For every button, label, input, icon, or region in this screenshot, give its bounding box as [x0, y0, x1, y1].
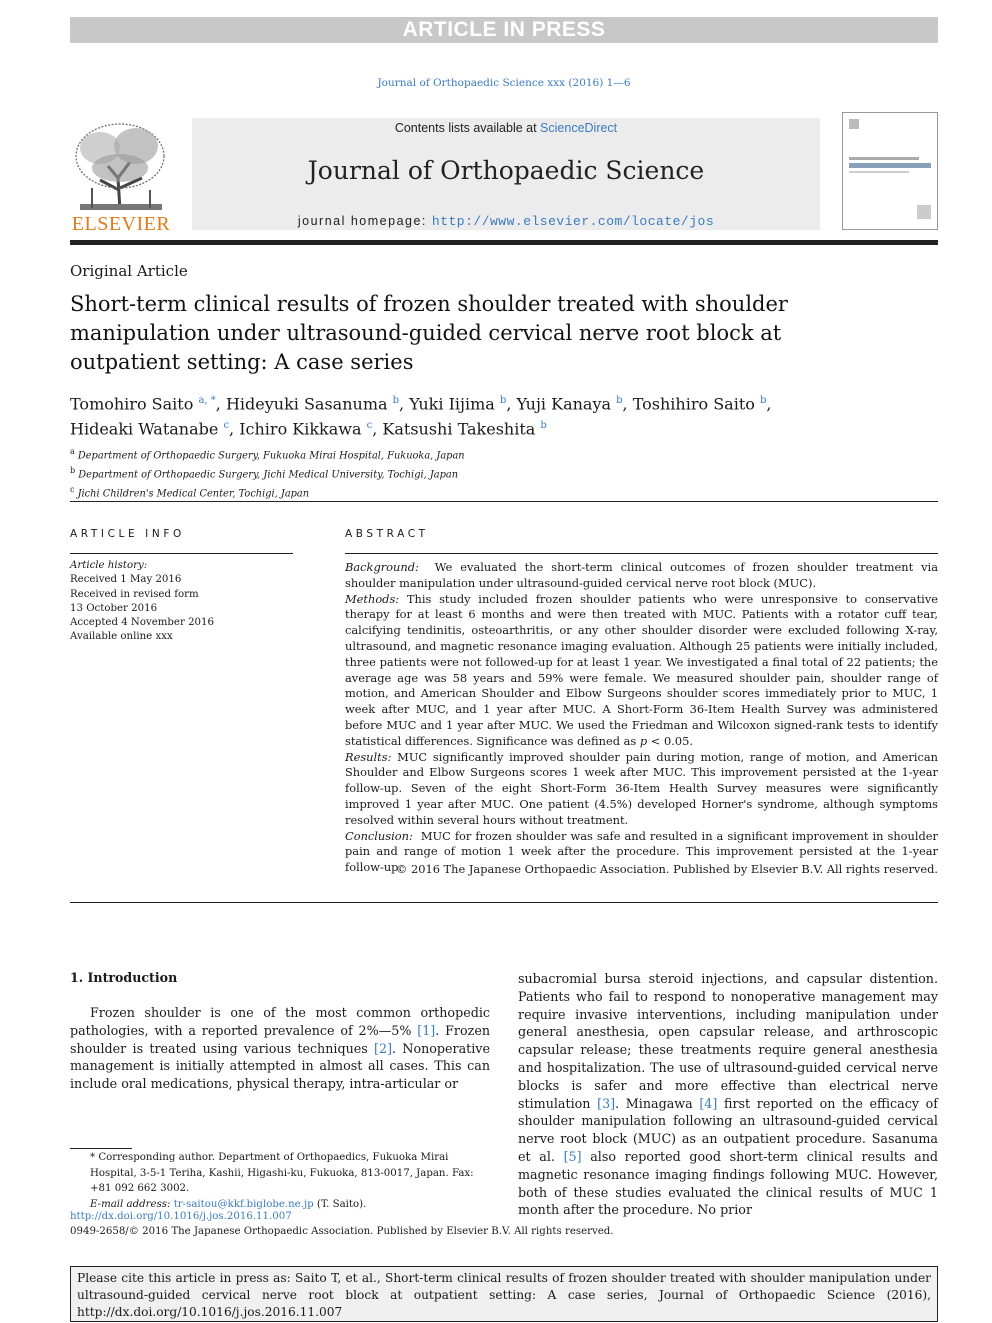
abstract-heading: ABSTRACT: [345, 528, 429, 540]
author-name[interactable]: Yuji Kanaya: [516, 394, 612, 414]
doi-link[interactable]: http://dx.doi.org/10.1016/j.jos.2016.11.007: [70, 1211, 292, 1222]
conclusion-text: MUC for frozen shoulder was safe and resulted in a significant improvement in shoulder pain and range of motion 1 week after the procedure. This improvement persisted at the 1-year follow-up.: [345, 828, 938, 875]
article-type: Original Article: [70, 262, 188, 280]
author-affiliation-marker[interactable]: b: [616, 395, 623, 406]
conclusion-label: Conclusion:: [345, 828, 413, 843]
author-name[interactable]: Katsushi Takeshita: [382, 419, 536, 439]
article-history: [70, 559, 300, 645]
author-affiliation-marker[interactable]: b: [499, 395, 507, 406]
footnote-rule: [70, 1148, 132, 1149]
author-affiliation-marker[interactable]: a, *: [198, 395, 216, 406]
homepage-line: [192, 214, 820, 229]
affiliation-item: $^b$ Department of Orthopaedic Surgery, Jichi Medical University, Tochigi, Japan: [70, 465, 459, 481]
author-name[interactable]: Hideaki Watanabe: [70, 419, 219, 439]
email-label: E-mail address:: [90, 1199, 174, 1211]
author-name[interactable]: Ichiro Kikkawa: [239, 419, 362, 439]
homepage-link[interactable]: http://www.elsevier.com/locate/jos: [431, 214, 715, 229]
author-name[interactable]: Toshihiro Saito: [632, 394, 755, 414]
intro-text: . Frozen shoulder is treated using various techniques: [70, 1022, 490, 1056]
body-column-right: [518, 970, 938, 1219]
intro-paragraph: [70, 1004, 490, 1093]
affiliation-item: $^a$ Department of Orthopaedic Surgery, Fukuoka Mirai Hospital, Fukuoka, Japan: [70, 447, 465, 462]
results-text: MUC significantly improved shoulder pain during motion, range of motion, and American Shoulder and Elbow Surgeons scores 1 week after MUC. This improvement persisted at the 1-year follow-up. Seven of the eight Short-Form 36-Item Health Survey measures were significantly improved 1 year after MUC. One patient (4.5%) developed Horner's syndrome, although symptoms resolved within several hours without treatment.: [345, 749, 938, 827]
introduction-heading: 1. Introduction: [70, 970, 178, 985]
reference-link[interactable]: [4]: [699, 1095, 718, 1111]
intro-paragraph-cont: [518, 970, 938, 1219]
intro-text: first reported on the efficacy of shoulder manipulation following an ultrasound-guided cervical nerve root block (MUC) as an outpatient procedure. Sasanuma et al.: [518, 1095, 938, 1164]
author-affiliation-marker[interactable]: c: [223, 420, 230, 432]
abstract-background: [345, 560, 938, 592]
background-text: We evaluated the short-term clinical outcomes of frozen shoulder treatment via shoulder manipulation under ultrasound-guided cervical nerve root block (MUC).: [345, 560, 938, 590]
contents-prefix: Contents lists available at: [394, 121, 541, 135]
reference-link[interactable]: [2]: [374, 1040, 393, 1056]
intro-text: also reported good short-term clinical results and magnetic resonance imaging findings following MUC. However, both of these studies evaluated the clinical results of MUC 1 month after the procedure. No prior: [518, 1148, 938, 1218]
journal-reference[interactable]: Journal of Orthopaedic Science xxx (2016) 1—6: [377, 77, 631, 89]
affiliation-item: $^c$ Jichi Children's Medical Center, Tochigi, Japan: [70, 484, 310, 499]
history-item: Received 1 May 2016: [70, 574, 182, 586]
intro-text: subacromial bursa steroid injections, and capsular distention. Patients who fail to respond to nonoperative management may require invasive interventions, including manipulation under general anesthesia, open capsular release, and arthroscopic capsular release; these treatments require general anesthesia and hospitalization. The use of ultrasound-guided cervical nerve blocks is safer and more effective than electrical nerve stimulation: [518, 971, 938, 1111]
history-item: Received in revised form: [70, 588, 199, 600]
section-rule: [70, 501, 938, 502]
affiliation-marker: b: [70, 465, 76, 475]
background-label: Background:: [345, 560, 419, 574]
corresponding-text: * Corresponding author. Department of Orthopaedics, Fukuoka Mirai Hospital, 3-5-1 Teriha, Kashii, Higashi-ku, Fukuoka, 813-0017, Japan. Fax: +81 092 662 3002.: [90, 1152, 474, 1195]
author-affiliation-marker[interactable]: b: [540, 420, 547, 432]
elsevier-wordmark: ELSEVIER: [71, 213, 171, 235]
author-list: Tomohiro Saito $^{a, *}$, Hideyuki Sasanuma $^b$, Yuki Iijima $^b$, Yuji Kanaya $^b$, Toshihiro Saito $^b$, Hideaki Watanabe $^c$, Ichiro Kikkawa $^c$, Katsushi Takeshita $^b$: [70, 394, 772, 439]
journal-cover-icon: [843, 113, 937, 229]
author-name[interactable]: Hideyuki Sasanuma: [225, 394, 388, 414]
intro-text: . Nonoperative management is initially attempted in almost all cases. This can include oral medications, physical therapy, intra-articular or: [70, 1040, 490, 1092]
elsevier-logo: [70, 118, 172, 236]
history-item: Available online xxx: [70, 631, 173, 643]
contents-line: [192, 121, 820, 135]
reference-link[interactable]: [3]: [597, 1095, 616, 1111]
abstract-body: [345, 560, 938, 876]
body-column-left: [70, 1004, 490, 1093]
email-suffix: (T. Saito).: [313, 1199, 367, 1211]
abstract-copyright: © 2016 The Japanese Orthopaedic Association. Published by Elsevier B.V. All rights reserved.: [395, 862, 938, 876]
abstract-methods: [345, 592, 938, 750]
section-rule: [70, 902, 938, 903]
methods-threshold: < 0.05.: [647, 733, 693, 748]
author-affiliation-marker[interactable]: c: [366, 420, 373, 432]
reference-link[interactable]: [1]: [417, 1022, 436, 1038]
intro-text: Frozen shoulder is one of the most common orthopedic pathologies, with a reported prevalence of 2%—5%: [70, 1005, 490, 1038]
article-title: Short-term clinical results of frozen shoulder treated with shoulder manipulation under ultrasound-guided cervical nerve root block at outpatient setting: A case series: [70, 292, 788, 374]
citation-box: Please cite this article in press as: Saito T, et al., Short-term clinical results of frozen shoulder treated with shoulder manipulation under ultrasound-guided cervical nerve root block at outpatient setting: A case series, Journal of Orthopaedic Science (2016), http://dx.doi.org/10.1016/j.jos.2016.11.007: [70, 1266, 938, 1322]
abstract-results: [345, 750, 938, 829]
author-affiliation-marker[interactable]: b: [392, 395, 400, 406]
p-symbol: p: [639, 733, 648, 748]
intro-text: . Minagawa: [615, 1095, 700, 1111]
history-item: Accepted 4 November 2016: [70, 617, 214, 629]
article-info-heading: ARTICLE INFO: [70, 528, 185, 540]
affiliation-marker: a: [70, 447, 75, 456]
history-item: 13 October 2016: [70, 602, 158, 614]
corresponding-author-footnote: [70, 1150, 490, 1213]
abstract-rule: [345, 553, 938, 554]
sciencedirect-link[interactable]: ScienceDirect: [540, 121, 618, 135]
author-name[interactable]: Yuki Iijima: [409, 394, 495, 414]
reference-link[interactable]: [5]: [563, 1148, 582, 1164]
article-in-press-banner: ARTICLE IN PRESS: [70, 17, 938, 43]
email-link[interactable]: tr-saitou@kkf.biglobe.ne.jp: [173, 1199, 314, 1211]
article-info-rule: [70, 553, 293, 554]
affiliations: [70, 445, 830, 501]
methods-label: Methods:: [345, 591, 400, 606]
journal-cover-thumbnail[interactable]: [842, 112, 938, 230]
homepage-prefix: journal homepage:: [297, 214, 432, 228]
results-label: Results:: [345, 749, 392, 764]
author-affiliation-marker[interactable]: b: [759, 395, 767, 406]
methods-text: This study included frozen shoulder patients who were unresponsive to conservative therapy for at least 6 months and were then treated with MUC. Patients with a rotator cuff tear, calcifying tendinitis, osteoarthritis, or any other shoulder disorder were excluded following X-ray, ultrasound, and magnetic resonance imaging evaluation. Although 25 patients were initially included, three patients were not followed-up for at least 1 year. We investigated a final total of 22 patients; the average age was 58 years and 59% were female. We measured shoulder pain, shoulder range of motion, and American Shoulder and Elbow Surgeons shoulder scores immediately prior to MUC, 1 week after MUC, and 1 year after MUC. A Short-Form 36-Item Health Survey was administered before MUC and 1 year after MUC. We used the Friedman and Wilcoxon signed-rank tests to identify statistical differences. Significance was defined as: [345, 591, 938, 748]
header-rule: [70, 240, 938, 245]
history-label: Article history:: [70, 560, 148, 571]
affiliation-marker: c: [70, 484, 75, 494]
author-name[interactable]: Tomohiro Saito: [70, 394, 194, 414]
issn-line: 0949-2658/© 2016 The Japanese Orthopaedic Association. Published by Elsevier B.V. All rights reserved.: [70, 1226, 614, 1237]
journal-title: Journal of Orthopaedic Science: [307, 156, 705, 185]
